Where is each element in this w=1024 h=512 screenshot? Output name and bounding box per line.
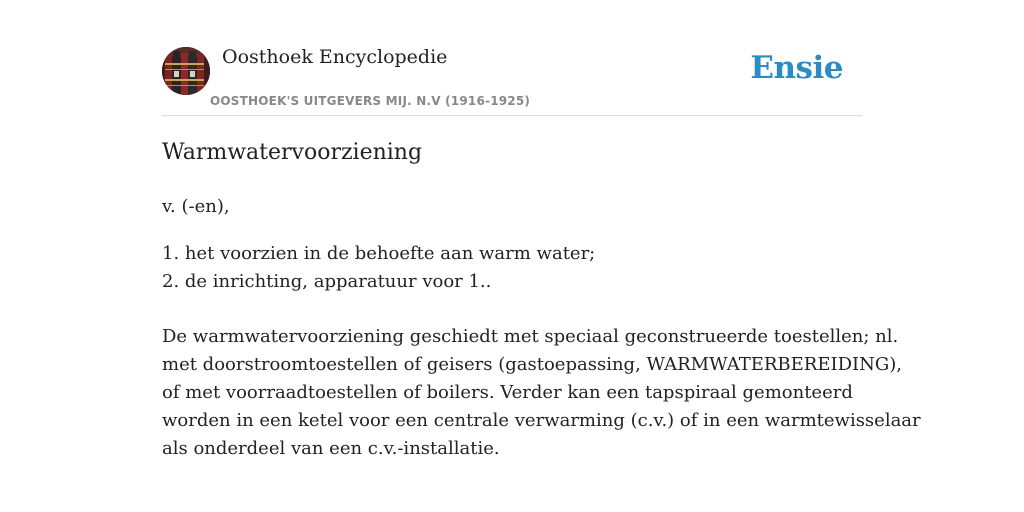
ensie-logo[interactable]: Ensie [750, 50, 843, 86]
grammar-info: v. (-en), [162, 196, 230, 217]
body-line: worden in een ketel voor een centrale verwarming (c.v.) of in een warmtewisselaar [162, 410, 921, 431]
body-line: als onderdeel van een c.v.-installatie. [162, 438, 500, 459]
publisher-label: OOSTHOEK'S UITGEVERS MIJ. N.V (1916-1925) [210, 94, 531, 108]
book-spines-icon [162, 47, 210, 95]
book-title[interactable]: Oosthoek Encyclopedie [222, 46, 448, 68]
entry-title: Warmwatervoorziening [162, 140, 423, 165]
meaning-item: 2. de inrichting, apparatuur voor 1.. [162, 271, 492, 292]
meaning-item: 1. het voorzien in de behoefte aan warm water; [162, 243, 596, 264]
meanings-list [162, 240, 595, 296]
entry-card [162, 0, 921, 459]
body-line: met doorstroomtoestellen of geisers (gastoepassing, WARMWATERBEREIDING), [162, 354, 902, 375]
body-line: of met voorraadtoestellen of boilers. Verder kan een tapspiraal gemonteerd [162, 382, 853, 403]
book-cover-avatar[interactable] [162, 47, 210, 95]
entry-body [162, 323, 921, 463]
book-header [162, 0, 862, 116]
body-line: De warmwatervoorziening geschiedt met speciaal geconstrueerde toestellen; nl. [162, 326, 899, 347]
